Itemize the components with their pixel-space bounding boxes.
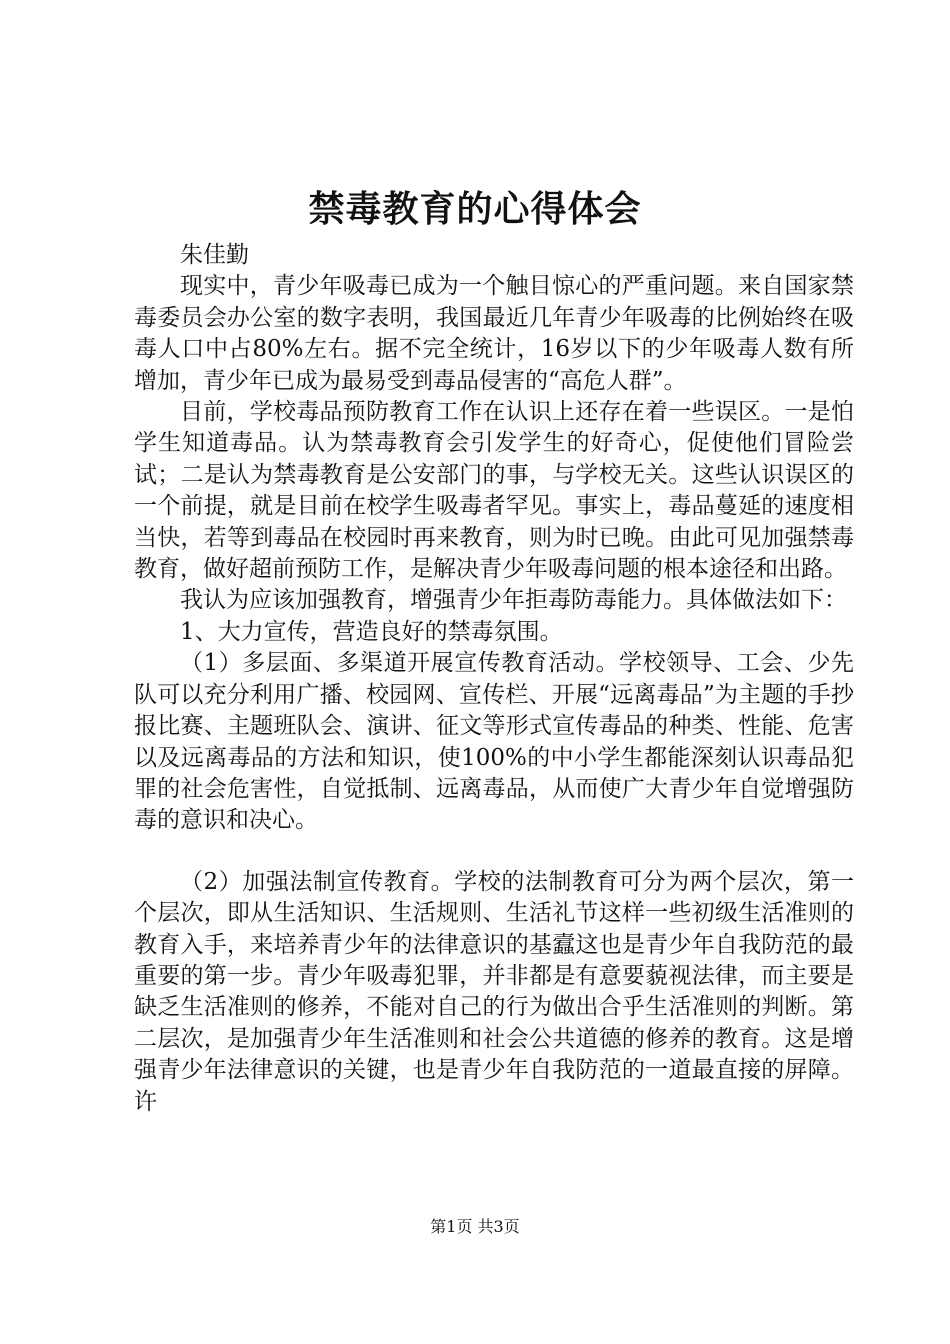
body-paragraph-2: 目前，学校毒品预防教育工作在认识上还存在着一些误区。一是怕学生知道毒品。认为禁毒教育会引发学生的好奇心，促使他们冒险尝试；二是认为禁毒教育是公安部门的事，与学校无关。这些认识误区的一个前提，就是目前在校学生吸毒者罕见。事实上，毒品蔓延的速度相当快，若等到毒品在校园时再来教育，则为时已晚。由此可见加强禁毒教育，做好超前预防工作，是解决青少年吸毒问题的根本途径和出路。	[134, 399, 854, 583]
body-paragraph-5: （2）加强法制宣传教育。学校的法制教育可分为两个层次，第一个层次，即从生活知识、生活规则、生活礼节这样一些初级生活准则的教育入手，来培养青少年的法律意识的基蠧这也是青少年自我防范的最重要的第一步。青少年吸毒犯罪，并非都是有意要藐视法律，而主要是缺乏生活准则的修养，不能对自己的行为做出合乎生活准则的判断。第二层次，是加强青少年生活准则和社会公共道德的修养的教育。这是增强青少年法律意识的关键，也是青少年自我防范的一道最直接的屏障。许	[134, 868, 854, 1115]
document-body	[134, 240, 854, 1118]
section-heading-1: 1、大力宣传，营造良好的禁毒氛围。	[180, 618, 563, 645]
document-title: 禁毒教育的心得体会	[308, 188, 642, 230]
body-paragraph-3: 我认为应该加强教育，增强青少年拒毒防毒能力。具体做法如下：	[180, 587, 847, 614]
page-number: 第1页 共3页	[430, 1217, 520, 1236]
body-paragraph-4: （1）多层面、多渠道开展宣传教育活动。学校领导、工会、少先队可以充分利用广播、校园网、宣传栏、开展“远离毒品”为主题的手抄报比赛、主题班队会、演讲、征文等形式宣传毒品的种类、性能、危害以及远离毒品的方法和知识，使100%的中小学生都能深刻认识毒品犯罪的社会危害性，自觉抵制、远离毒品，从而使广大青少年自觉增强防毒的意识和决心。	[134, 650, 854, 834]
author-name: 朱佳勤	[180, 242, 249, 268]
body-paragraph-1: 现实中，青少年吸毒已成为一个触目惊心的严重问题。来自国家禁毒委员会办公室的数字表明，我国最近几年青少年吸毒的比例始终在吸毒人口中占80%左右。据不完全统计，16岁以下的少年吸毒人数有所增加，青少年已成为最易受到毒品侵害的“高危人群”。	[134, 273, 854, 394]
